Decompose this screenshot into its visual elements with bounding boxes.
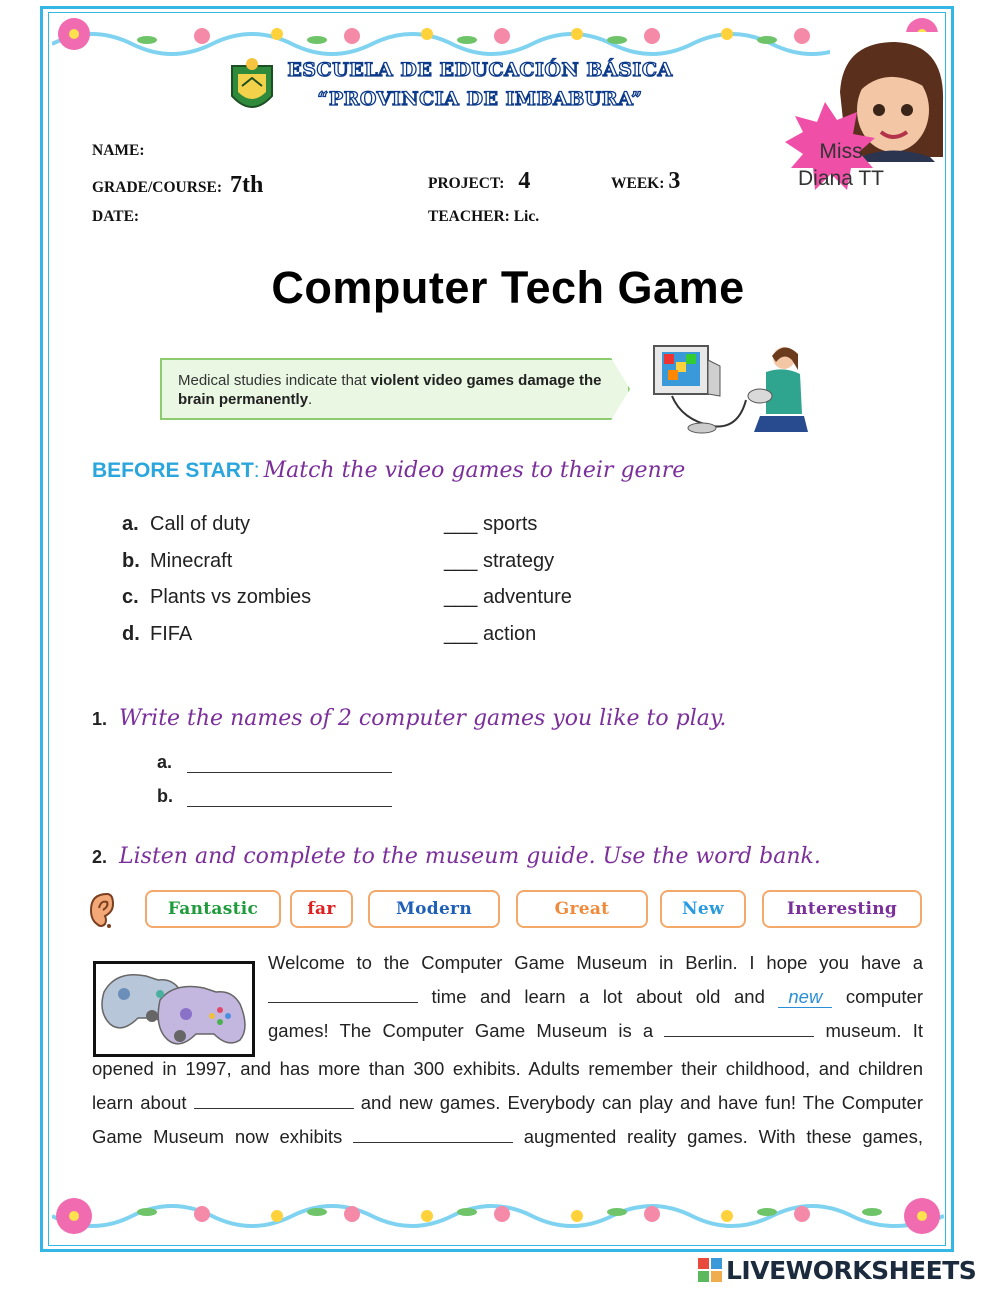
question2-text: Listen and complete to the museum guide. Use the word bank. (119, 844, 821, 869)
genre-blank-input[interactable]: ___ (444, 586, 478, 608)
game-name: Call of duty (150, 513, 251, 535)
passage-text: learn about (92, 1092, 194, 1113)
game-item (122, 513, 250, 536)
passage-blank-input[interactable] (664, 1018, 814, 1037)
genre-blank-input[interactable]: ___ (444, 623, 478, 645)
fact-text-plain2: . (308, 391, 313, 408)
passage-blank-input[interactable] (353, 1124, 513, 1143)
genre-name: adventure (482, 586, 572, 608)
game-name: Plants vs zombies (150, 586, 312, 608)
passage-line (92, 1086, 923, 1120)
grade-label: GRADE/COURSE: (92, 179, 223, 196)
liveworksheets-grid-icon (698, 1258, 722, 1282)
project-field (428, 168, 530, 195)
date-label: DATE: (92, 208, 140, 225)
passage-filled-answer[interactable]: new (778, 987, 832, 1008)
passage-blank-input[interactable] (268, 984, 418, 1003)
passage-text: and new games. Everybody can play and have fun! The Computer (353, 1092, 923, 1113)
word-bank-fantastic[interactable]: Fantastic (145, 890, 281, 928)
teacher-label: TEACHER: (428, 208, 510, 225)
genre-name: strategy (482, 550, 555, 572)
before-start-instruction: Match the video games to their genre (263, 458, 686, 483)
passage-text: augmented reality games. With these games, (512, 1126, 923, 1147)
fact-text-plain1: Medical studies indicate that (178, 372, 371, 389)
passage-intro (268, 946, 923, 1048)
question1-heading (92, 706, 726, 731)
word-bank-great[interactable]: Great (516, 890, 648, 928)
game-letter: b. (122, 550, 140, 572)
passage-line (92, 1120, 923, 1154)
game-controller-image (93, 961, 255, 1057)
word-bank-interesting[interactable]: Interesting (762, 890, 922, 928)
genre-blank-input[interactable]: ___ (444, 550, 478, 572)
fact-text (178, 371, 623, 409)
passage-text: opened in 1997, and has more than 300 exhibits. Adults remember their childhood, and children (92, 1058, 923, 1079)
school-name (225, 56, 735, 114)
passage-text: games! The Computer Game Museum is a (268, 1020, 665, 1041)
word-bank-modern[interactable]: Modern (368, 890, 500, 928)
passage-blank-input[interactable] (194, 1090, 354, 1109)
game-letter: d. (122, 623, 140, 645)
answer-letter: b. (157, 786, 173, 806)
week-label: WEEK: (611, 175, 665, 192)
genre-item (444, 513, 537, 536)
liveworksheets-logo[interactable] (698, 1255, 976, 1285)
game-letter: c. (122, 586, 139, 608)
week-value: 3 (668, 168, 681, 194)
game-name: FIFA (150, 623, 193, 645)
grade-field (92, 172, 263, 199)
listen-ear-icon[interactable] (85, 890, 119, 930)
project-label: PROJECT: (428, 175, 505, 192)
passage-text: Welcome to the Computer Game Museum in Berlin. I hope you have a (268, 952, 923, 973)
school-name-line2: “PROVINCIA DE IMBABURA” (317, 88, 643, 110)
teacher-field (428, 208, 539, 226)
passage-text: museum. It (814, 1020, 923, 1041)
answer-input[interactable] (187, 790, 392, 807)
word-bank-far[interactable]: far (290, 890, 353, 928)
genre-item (444, 550, 554, 573)
question2-number: 2. (92, 847, 108, 867)
passage-line (268, 1014, 923, 1048)
flower-border-bottom (52, 1192, 944, 1236)
kid-playing-computer-image (642, 340, 810, 438)
passage-line (268, 980, 923, 1014)
week-field (611, 168, 680, 195)
passage-text: Game Museum now exhibits (92, 1126, 353, 1147)
question1-answer-b (157, 786, 392, 807)
genre-item (444, 623, 536, 646)
question1-text: Write the names of 2 computer games you like to play. (119, 706, 727, 731)
teacher-badge-line2: Diana TT (798, 167, 884, 190)
answer-input[interactable] (187, 756, 392, 773)
genre-name: action (482, 623, 537, 645)
teacher-value: Lic. (513, 208, 540, 225)
fact-text-bold: violent video games damage the brain permanently (178, 372, 602, 408)
passage-line (268, 946, 923, 980)
page-title: Computer Tech Game (271, 262, 745, 313)
word-bank-new[interactable]: New (660, 890, 746, 928)
game-controller-icon (96, 964, 252, 1054)
game-name: Minecraft (150, 550, 233, 572)
passage-text: computer (832, 986, 923, 1007)
passage-text: time and learn a lot about old and (418, 986, 779, 1007)
question1-answer-a (157, 752, 392, 773)
teacher-badge-line1: Miss (819, 140, 863, 163)
grade-value: 7th (230, 172, 264, 198)
teacher-badge (786, 138, 896, 192)
genre-name: sports (482, 513, 538, 535)
answer-letter: a. (157, 752, 173, 772)
liveworksheets-text: LIVEWORKSHEETS (726, 1255, 977, 1285)
passage-line (92, 1052, 923, 1086)
game-letter: a. (122, 513, 139, 535)
name-label: NAME: (92, 142, 145, 159)
genre-blank-input[interactable]: ___ (444, 513, 478, 535)
game-item (122, 586, 311, 609)
question1-number: 1. (92, 709, 108, 729)
before-start-label: BEFORE START (92, 459, 254, 482)
genre-item (444, 586, 572, 609)
question2-heading (92, 844, 821, 869)
project-value: 4 (518, 168, 531, 194)
before-start-heading (92, 458, 685, 483)
before-start-separator: : (253, 459, 260, 482)
game-item (122, 550, 232, 573)
game-item (122, 623, 192, 646)
school-name-line1: ESCUELA DE EDUCACIÓN BÁSICA (287, 59, 673, 81)
